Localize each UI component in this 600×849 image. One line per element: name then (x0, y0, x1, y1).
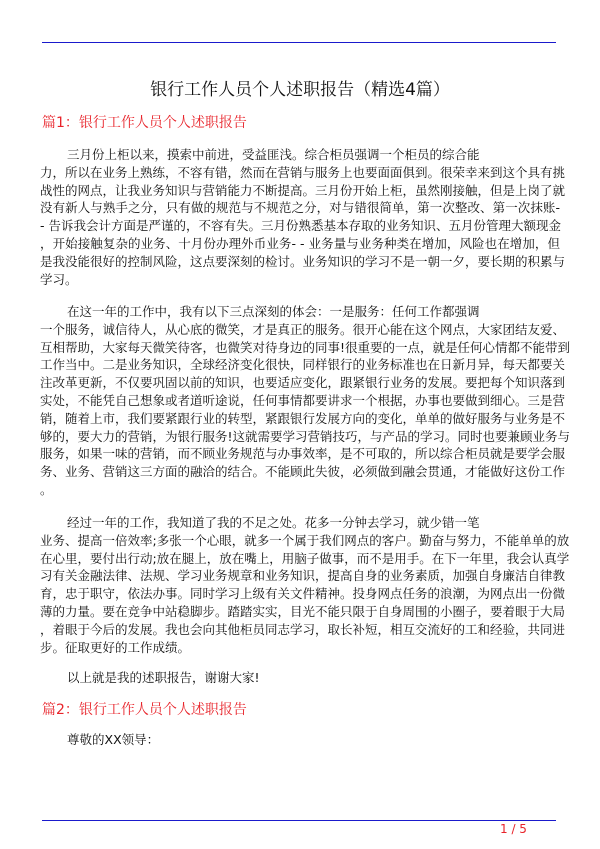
text-line: 育，忠于职守，依法办事。同时学习上级有关文件精神。投身网点任务的浪潮，为网点出一份微 (40, 586, 566, 602)
text-line: 没有新人与熟手之分，只有做的规范与不规范之分，对与错很简单，第一次整改、第一次抹账- (40, 200, 560, 216)
text-line: 习有关金融法律、法规、学习业务规章和业务知识，提高自身的业务素质，加强自身廉洁自律教 (40, 568, 566, 584)
text-line: 。 (40, 481, 53, 497)
text-line: 步。征取更好的工作成绩。 (40, 639, 191, 655)
section-heading-1: 篇1：银行工作人员个人述职报告 (42, 115, 247, 131)
text-line: 三月份上柜以来，摸索中前进，受益匪浅。综合柜员强调一个柜员的综合能 (67, 147, 480, 162)
text-line: 服务，如果一味的营销，而不顾业务规范与办事效率，是不可取的，所以综合柜员就是要学会服 (40, 446, 566, 462)
text-line: 尊敬的XX领导： (67, 732, 160, 747)
text-line: - 告诉我会计方面是严谨的，不容有失。三月份熟悉基本存取的业务知识、五月份管理大额现金 (40, 218, 561, 234)
text-line: 互相帮助，大家每天微笑待客，也微笑对待身边的同事!很重要的一点，就是任何心情都不能带到 (40, 339, 571, 355)
text-line: 务、业务、营销这三方面的融洽的结合。不能顾此失彼，必须做到融会贯通，才能做好这份工作 (40, 464, 566, 480)
text-line: 在这一年的工作中，我有以下三点深刻的体会：一是服务：任何工作都强调 (67, 304, 480, 319)
text-line: 注改革更新，不仅要巩固以前的知识，也要适应变化，跟紧银行业务的发展。要把每个知识落到 (40, 375, 566, 391)
paragraph-4 (40, 669, 560, 687)
text-line: 战性的网点，让我业务知识与营销能力不断提高。三月份开始上柜，虽然刚接触，但是上岗了就 (40, 182, 566, 198)
text-line: 在心里，要付出行动;放在腿上，放在嘴上，用脑子做事，而不是用手。在下一年里，我会认真学 (40, 550, 570, 566)
header-rule (42, 42, 556, 43)
text-line: ，开始接触复杂的业务、十月份办理外币业务- - 业务量与业务种类在增加，风险也在增加，但 (40, 235, 560, 251)
section-heading-2: 篇2：银行工作人员个人述职报告 (42, 702, 247, 718)
text-line: 销，随着上市，我们要紧跟行业的转型，紧跟银行发展方向的变化，单单的做好服务与业务是不 (40, 410, 566, 426)
paragraph-1 (40, 146, 566, 288)
document-title: 银行工作人员个人述职报告（精选4篇） (150, 80, 450, 100)
text-line: 实处，不能凭自己想象或者道听途说，任何事情都要讲求一个根据，办事也要做到细心。三是营 (40, 392, 566, 408)
text-line: 学习。 (40, 271, 78, 287)
text-line: 一个服务，诚信待人，从心底的微笑，才是真正的服务。很开心能在这个网点，大家团结友爱、 (40, 321, 566, 337)
paragraph-3 (40, 514, 570, 656)
text-line: 经过一年的工作，我知道了我的不足之处。花多一分钟去学习，就少错一笔 (67, 515, 480, 530)
paragraph-5 (40, 731, 560, 749)
text-line: 工作当中。二是业务知识，全球经济变化很快，同样银行的业务标准也在日新月异，每天都要关 (40, 357, 566, 373)
text-line: 薄的力量。要在竞争中站稳脚步。踏踏实实，目光不能只限于自身周围的小圈子，要着眼于大局 (40, 603, 566, 619)
paragraph-2 (40, 303, 571, 499)
page-number: 1 / 5 (500, 822, 527, 836)
text-line: 是我没能很好的控制风险，这点要深刻的检讨。业务知识的学习不是一朝一夕，要长期的积累与 (40, 253, 566, 269)
text-line: 力，所以在业务上熟练，不容有错，然而在营销与服务上也要面面俱到。很荣幸来到这个具有挑 (40, 164, 566, 180)
text-line: ，着眼于今后的发展。我也会向其他柜员同志学习，取长补短，相互交流好的工和经验，共同进 (40, 621, 566, 637)
text-line: 够的，要大力的营销，为银行服务!这就需要学习营销技巧，与产品的学习。同时也要兼顾业务与 (40, 428, 571, 444)
text-line: 业务、提高一倍效率;多张一个心眼，就多一个属于我们网点的客户。勤奋与努力，不能单单的放 (40, 532, 570, 548)
footer-rule (42, 820, 556, 821)
text-line: 以上就是我的述职报告，谢谢大家! (67, 670, 260, 685)
